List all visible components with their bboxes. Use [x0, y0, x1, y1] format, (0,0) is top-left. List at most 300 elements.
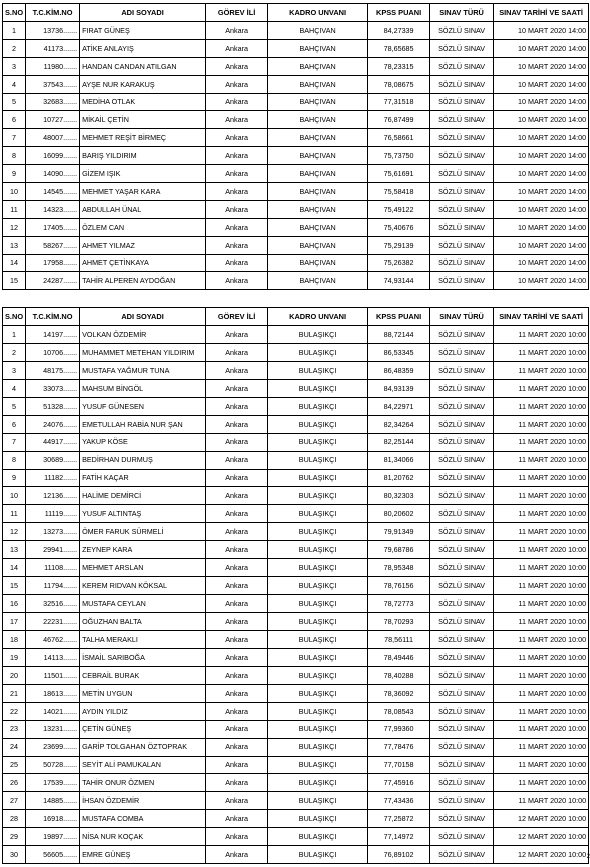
kpss-puani-cell: 78,23315	[368, 57, 430, 75]
table-row	[3, 828, 589, 846]
gorev-ili-cell: Ankara	[206, 541, 268, 559]
table-header-row	[3, 4, 589, 22]
sinav-tarihi-cell: 10 MART 2020 14:00	[494, 254, 589, 272]
kpss-puani-cell: 84,22971	[368, 397, 430, 415]
table-row	[3, 57, 589, 75]
column-header-sinav-tarihi: SINAV TARİHİ VE SAATİ	[494, 4, 589, 22]
sinav-tarihi-cell: 10 MART 2020 14:00	[494, 57, 589, 75]
kpss-puani-cell: 76,89102	[368, 846, 430, 864]
name-cell: MEHMET REŞİT BİRMEÇ	[80, 129, 206, 147]
kpss-puani-cell: 78,56111	[368, 630, 430, 648]
tc-kimlik-cell: 13736.......	[26, 22, 80, 40]
table-row	[3, 22, 589, 40]
sno-cell: 21	[3, 684, 26, 702]
sinav-turu-cell: SÖZLÜ SINAV	[430, 379, 494, 397]
kpss-puani-cell: 75,40676	[368, 218, 430, 236]
sinav-tarihi-cell: 11 MART 2020 10:00	[494, 702, 589, 720]
tc-kimlik-cell: 14545.......	[26, 183, 80, 201]
sinav-tarihi-cell: 10 MART 2020 14:00	[494, 272, 589, 290]
sinav-tarihi-cell: 11 MART 2020 10:00	[494, 379, 589, 397]
sinav-turu-cell: SÖZLÜ SINAV	[430, 147, 494, 165]
sinav-turu-cell: SÖZLÜ SINAV	[430, 702, 494, 720]
name-cell: KEREM RIDVAN KÖKSAL	[80, 577, 206, 595]
sinav-turu-cell: SÖZLÜ SINAV	[430, 326, 494, 344]
kpss-puani-cell: 78,72773	[368, 595, 430, 613]
sno-cell: 13	[3, 541, 26, 559]
gorev-ili-cell: Ankara	[206, 272, 268, 290]
kadro-unvani-cell: BAHÇIVAN	[268, 75, 368, 93]
gorev-ili-cell: Ankara	[206, 147, 268, 165]
kpss-puani-cell: 81,34066	[368, 451, 430, 469]
sinav-tarihi-cell: 11 MART 2020 10:00	[494, 326, 589, 344]
sno-cell: 4	[3, 75, 26, 93]
kadro-unvani-cell: BULAŞIKÇI	[268, 397, 368, 415]
name-cell: SEYİT ALİ PAMUKALAN	[80, 756, 206, 774]
sno-cell: 14	[3, 254, 26, 272]
sinav-tarihi-cell: 11 MART 2020 10:00	[494, 487, 589, 505]
sinav-turu-cell: SÖZLÜ SINAV	[430, 218, 494, 236]
tc-kimlik-cell: 44917.......	[26, 433, 80, 451]
sno-cell: 13	[3, 236, 26, 254]
column-header-sno: S.NO	[3, 308, 26, 326]
sinav-tarihi-cell: 11 MART 2020 10:00	[494, 738, 589, 756]
name-cell: GİZEM IŞIK	[80, 165, 206, 183]
sinav-turu-cell: SÖZLÜ SINAV	[430, 57, 494, 75]
tc-kimlik-cell: 13273.......	[26, 523, 80, 541]
table-row	[3, 648, 589, 666]
sinav-turu-cell: SÖZLÜ SINAV	[430, 469, 494, 487]
sinav-tarihi-cell: 11 MART 2020 10:00	[494, 756, 589, 774]
sinav-tarihi-cell: 11 MART 2020 10:00	[494, 577, 589, 595]
name-cell: AYŞE NUR KARAKUŞ	[80, 75, 206, 93]
kadro-unvani-cell: BULAŞIKÇI	[268, 415, 368, 433]
sno-cell: 7	[3, 129, 26, 147]
sinav-turu-cell: SÖZLÜ SINAV	[430, 792, 494, 810]
kpss-puani-cell: 77,78476	[368, 738, 430, 756]
table-row	[3, 846, 589, 864]
kpss-puani-cell: 78,95348	[368, 559, 430, 577]
table-row	[3, 165, 589, 183]
sno-cell: 2	[3, 39, 26, 57]
sinav-tarihi-cell: 11 MART 2020 10:00	[494, 433, 589, 451]
name-cell: MİKAİL ÇETİN	[80, 111, 206, 129]
kadro-unvani-cell: BULAŞIKÇI	[268, 595, 368, 613]
kadro-unvani-cell: BAHÇIVAN	[268, 236, 368, 254]
name-cell: HALİME DEMİRCİ	[80, 487, 206, 505]
sinav-tarihi-cell: 11 MART 2020 10:00	[494, 595, 589, 613]
gorev-ili-cell: Ankara	[206, 39, 268, 57]
kpss-puani-cell: 78,36092	[368, 684, 430, 702]
name-cell: YUSUF ALTINTAŞ	[80, 505, 206, 523]
kpss-puani-cell: 78,49446	[368, 648, 430, 666]
kpss-puani-cell: 77,31518	[368, 93, 430, 111]
sinav-tarihi-cell: 11 MART 2020 10:00	[494, 415, 589, 433]
sno-cell: 1	[3, 326, 26, 344]
table-row	[3, 200, 589, 218]
sinav-turu-cell: SÖZLÜ SINAV	[430, 487, 494, 505]
gorev-ili-cell: Ankara	[206, 218, 268, 236]
kadro-unvani-cell: BAHÇIVAN	[268, 22, 368, 40]
kadro-unvani-cell: BULAŞIKÇI	[268, 451, 368, 469]
sno-cell: 8	[3, 451, 26, 469]
table-row	[3, 379, 589, 397]
table-row	[3, 343, 589, 361]
tc-kimlik-cell: 11980.......	[26, 57, 80, 75]
kadro-unvani-cell: BAHÇIVAN	[268, 183, 368, 201]
column-header-kadro-unvani: KADRO UNVANI	[268, 308, 368, 326]
sno-cell: 30	[3, 846, 26, 864]
tc-kimlik-cell: 56605.......	[26, 846, 80, 864]
kadro-unvani-cell: BULAŞIKÇI	[268, 702, 368, 720]
sinav-tarihi-cell: 11 MART 2020 10:00	[494, 648, 589, 666]
sinav-turu-cell: SÖZLÜ SINAV	[430, 254, 494, 272]
table-row	[3, 469, 589, 487]
tc-kimlik-cell: 22231.......	[26, 613, 80, 631]
name-cell: ÇETİN GÜNEŞ	[80, 720, 206, 738]
sinav-turu-cell: SÖZLÜ SINAV	[430, 613, 494, 631]
sno-cell: 15	[3, 272, 26, 290]
column-header-gorev-ili: GÖREV İLİ	[206, 4, 268, 22]
name-cell: TAHİR ONUR ÖZMEN	[80, 774, 206, 792]
table-row	[3, 254, 589, 272]
kadro-unvani-cell: BULAŞIKÇI	[268, 828, 368, 846]
gorev-ili-cell: Ankara	[206, 756, 268, 774]
sno-cell: 17	[3, 613, 26, 631]
column-header-kpss-puani: KPSS PUANI	[368, 308, 430, 326]
tc-kimlik-cell: 17539.......	[26, 774, 80, 792]
tc-kimlik-cell: 14113.......	[26, 648, 80, 666]
kadro-unvani-cell: BULAŞIKÇI	[268, 433, 368, 451]
kadro-unvani-cell: BULAŞIKÇI	[268, 774, 368, 792]
sinav-tarihi-cell: 10 MART 2020 14:00	[494, 200, 589, 218]
tc-kimlik-cell: 14090.......	[26, 165, 80, 183]
kpss-puani-cell: 86,53345	[368, 343, 430, 361]
kadro-unvani-cell: BULAŞIKÇI	[268, 469, 368, 487]
sinav-turu-cell: SÖZLÜ SINAV	[430, 684, 494, 702]
table-row	[3, 774, 589, 792]
table-row	[3, 415, 589, 433]
sinav-turu-cell: SÖZLÜ SINAV	[430, 93, 494, 111]
sinav-tarihi-cell: 10 MART 2020 14:00	[494, 22, 589, 40]
kpss-puani-cell: 77,14972	[368, 828, 430, 846]
kpss-puani-cell: 75,49122	[368, 200, 430, 218]
kadro-unvani-cell: BULAŞIKÇI	[268, 523, 368, 541]
kpss-puani-cell: 82,25144	[368, 433, 430, 451]
kadro-unvani-cell: BULAŞIKÇI	[268, 684, 368, 702]
table-row	[3, 702, 589, 720]
kpss-puani-cell: 84,27339	[368, 22, 430, 40]
sinav-turu-cell: SÖZLÜ SINAV	[430, 415, 494, 433]
gorev-ili-cell: Ankara	[206, 666, 268, 684]
gorev-ili-cell: Ankara	[206, 361, 268, 379]
tc-kimlik-cell: 17405.......	[26, 218, 80, 236]
name-cell: BARIŞ YILDIRIM	[80, 147, 206, 165]
column-header-sno: S.NO	[3, 4, 26, 22]
kadro-unvani-cell: BULAŞIKÇI	[268, 630, 368, 648]
kpss-puani-cell: 77,43436	[368, 792, 430, 810]
gorev-ili-cell: Ankara	[206, 792, 268, 810]
tc-kimlik-cell: 12136.......	[26, 487, 80, 505]
tc-kimlik-cell: 51328.......	[26, 397, 80, 415]
kpss-puani-cell: 78,08543	[368, 702, 430, 720]
gorev-ili-cell: Ankara	[206, 684, 268, 702]
sno-cell: 22	[3, 702, 26, 720]
name-cell: TAHİR ALPEREN AYDOĞAN	[80, 272, 206, 290]
gorev-ili-cell: Ankara	[206, 505, 268, 523]
gorev-ili-cell: Ankara	[206, 183, 268, 201]
tc-kimlik-cell: 14197.......	[26, 326, 80, 344]
sinav-turu-cell: SÖZLÜ SINAV	[430, 720, 494, 738]
sno-cell: 26	[3, 774, 26, 792]
table-row	[3, 397, 589, 415]
sno-cell: 12	[3, 218, 26, 236]
column-header-sinav-tarihi: SINAV TARİHİ VE SAATİ	[494, 308, 589, 326]
kadro-unvani-cell: BULAŞIKÇI	[268, 326, 368, 344]
name-cell: TALHA MERAKLI	[80, 630, 206, 648]
sno-cell: 4	[3, 379, 26, 397]
gorev-ili-cell: Ankara	[206, 828, 268, 846]
kadro-unvani-cell: BULAŞIKÇI	[268, 846, 368, 864]
sinav-turu-cell: SÖZLÜ SINAV	[430, 505, 494, 523]
sno-cell: 23	[3, 720, 26, 738]
sinav-tarihi-cell: 12 MART 2020 10:00	[494, 828, 589, 846]
gorev-ili-cell: Ankara	[206, 75, 268, 93]
gorev-ili-cell: Ankara	[206, 720, 268, 738]
sinav-tarihi-cell: 11 MART 2020 10:00	[494, 613, 589, 631]
kadro-unvani-cell: BULAŞIKÇI	[268, 738, 368, 756]
kadro-unvani-cell: BULAŞIKÇI	[268, 505, 368, 523]
sinav-tarihi-cell: 11 MART 2020 10:00	[494, 343, 589, 361]
tc-kimlik-cell: 11119.......	[26, 505, 80, 523]
sinav-turu-cell: SÖZLÜ SINAV	[430, 595, 494, 613]
name-cell: BEDİRHAN DURMUŞ	[80, 451, 206, 469]
column-header-sinav-turu: SINAV TÜRÜ	[430, 308, 494, 326]
sno-cell: 25	[3, 756, 26, 774]
kpss-puani-cell: 81,20762	[368, 469, 430, 487]
gorev-ili-cell: Ankara	[206, 810, 268, 828]
sinav-turu-cell: SÖZLÜ SINAV	[430, 666, 494, 684]
kpss-puani-cell: 80,20602	[368, 505, 430, 523]
name-cell: FIRAT GÜNEŞ	[80, 22, 206, 40]
sinav-tarihi-cell: 11 MART 2020 10:00	[494, 541, 589, 559]
sinav-tarihi-cell: 12 MART 2020 10:00	[494, 846, 589, 864]
sinav-tarihi-cell: 11 MART 2020 10:00	[494, 559, 589, 577]
sinav-turu-cell: SÖZLÜ SINAV	[430, 111, 494, 129]
name-cell: ABDULLAH ÜNAL	[80, 200, 206, 218]
gorev-ili-cell: Ankara	[206, 236, 268, 254]
table-row	[3, 630, 589, 648]
sno-cell: 9	[3, 165, 26, 183]
sinav-turu-cell: SÖZLÜ SINAV	[430, 738, 494, 756]
kadro-unvani-cell: BAHÇIVAN	[268, 165, 368, 183]
tc-kimlik-cell: 14021.......	[26, 702, 80, 720]
kadro-unvani-cell: BULAŞIKÇI	[268, 792, 368, 810]
column-header-name: ADI SOYADI	[80, 4, 206, 22]
kpss-puani-cell: 75,29139	[368, 236, 430, 254]
column-header-gorev-ili: GÖREV İLİ	[206, 308, 268, 326]
kpss-puani-cell: 78,65685	[368, 39, 430, 57]
sinav-tarihi-cell: 11 MART 2020 10:00	[494, 451, 589, 469]
gorev-ili-cell: Ankara	[206, 254, 268, 272]
table-row	[3, 183, 589, 201]
sno-cell: 1	[3, 22, 26, 40]
sno-cell: 11	[3, 200, 26, 218]
sinav-tarihi-cell: 11 MART 2020 10:00	[494, 397, 589, 415]
table-row	[3, 613, 589, 631]
sinav-turu-cell: SÖZLÜ SINAV	[430, 22, 494, 40]
name-cell: MEHMET YAŞAR KARA	[80, 183, 206, 201]
table-row	[3, 326, 589, 344]
sinav-tarihi-cell: 11 MART 2020 10:00	[494, 361, 589, 379]
tc-kimlik-cell: 33073.......	[26, 379, 80, 397]
sinav-turu-cell: SÖZLÜ SINAV	[430, 648, 494, 666]
sno-cell: 6	[3, 111, 26, 129]
sinav-tarihi-cell: 10 MART 2020 14:00	[494, 165, 589, 183]
tc-kimlik-cell: 29941.......	[26, 541, 80, 559]
column-header-kadro-unvani: KADRO UNVANI	[268, 4, 368, 22]
sinav-turu-cell: SÖZLÜ SINAV	[430, 846, 494, 864]
kadro-unvani-cell: BULAŞIKÇI	[268, 559, 368, 577]
sinav-tarihi-cell: 10 MART 2020 14:00	[494, 183, 589, 201]
table-row	[3, 39, 589, 57]
sno-cell: 9	[3, 469, 26, 487]
table-row	[3, 523, 589, 541]
sinav-tarihi-cell: 12 MART 2020 10:00	[494, 810, 589, 828]
sno-cell: 24	[3, 738, 26, 756]
name-cell: MUSTAFA CEYLAN	[80, 595, 206, 613]
tc-kimlik-cell: 14885.......	[26, 792, 80, 810]
kadro-unvani-cell: BULAŞIKÇI	[268, 487, 368, 505]
tc-kimlik-cell: 37543.......	[26, 75, 80, 93]
table-row	[3, 792, 589, 810]
kpss-puani-cell: 76,87499	[368, 111, 430, 129]
tc-kimlik-cell: 17958.......	[26, 254, 80, 272]
gorev-ili-cell: Ankara	[206, 57, 268, 75]
gorev-ili-cell: Ankara	[206, 22, 268, 40]
kpss-puani-cell: 76,58661	[368, 129, 430, 147]
tc-kimlik-cell: 19897.......	[26, 828, 80, 846]
gorev-ili-cell: Ankara	[206, 523, 268, 541]
kpss-puani-cell: 77,25872	[368, 810, 430, 828]
sinav-tarihi-cell: 11 MART 2020 10:00	[494, 523, 589, 541]
gorev-ili-cell: Ankara	[206, 648, 268, 666]
kadro-unvani-cell: BULAŞIKÇI	[268, 648, 368, 666]
gorev-ili-cell: Ankara	[206, 129, 268, 147]
name-cell: ATİKE ANLAYIŞ	[80, 39, 206, 57]
tc-kimlik-cell: 24287.......	[26, 272, 80, 290]
sinav-turu-cell: SÖZLÜ SINAV	[430, 630, 494, 648]
kadro-unvani-cell: BAHÇIVAN	[268, 129, 368, 147]
gorev-ili-cell: Ankara	[206, 379, 268, 397]
sinav-tarihi-cell: 11 MART 2020 10:00	[494, 505, 589, 523]
table-row	[3, 559, 589, 577]
gorev-ili-cell: Ankara	[206, 738, 268, 756]
kpss-puani-cell: 77,99360	[368, 720, 430, 738]
sinav-tarihi-cell: 11 MART 2020 10:00	[494, 469, 589, 487]
name-cell: İSMAİL SARIBOĞA	[80, 648, 206, 666]
tc-kimlik-cell: 24076.......	[26, 415, 80, 433]
name-cell: CEBRAİL BURAK	[80, 666, 206, 684]
kpss-puani-cell: 88,72144	[368, 326, 430, 344]
sno-cell: 18	[3, 630, 26, 648]
table-row	[3, 810, 589, 828]
name-cell: AYDIN YILDIZ	[80, 702, 206, 720]
kadro-unvani-cell: BULAŞIKÇI	[268, 666, 368, 684]
gorev-ili-cell: Ankara	[206, 433, 268, 451]
name-cell: MUHAMMET METEHAN YILDIRIM	[80, 343, 206, 361]
kpss-puani-cell: 86,48359	[368, 361, 430, 379]
kpss-puani-cell: 75,58418	[368, 183, 430, 201]
sinav-turu-cell: SÖZLÜ SINAV	[430, 810, 494, 828]
sinav-turu-cell: SÖZLÜ SINAV	[430, 129, 494, 147]
sinav-tarihi-cell: 11 MART 2020 10:00	[494, 720, 589, 738]
kadro-unvani-cell: BULAŞIKÇI	[268, 810, 368, 828]
table-row	[3, 666, 589, 684]
kadro-unvani-cell: BAHÇIVAN	[268, 200, 368, 218]
sno-cell: 28	[3, 810, 26, 828]
sinav-turu-cell: SÖZLÜ SINAV	[430, 541, 494, 559]
column-header-kpss-puani: KPSS PUANI	[368, 4, 430, 22]
gorev-ili-cell: Ankara	[206, 397, 268, 415]
name-cell: ÖMER FARUK SÜRMELİ	[80, 523, 206, 541]
gorev-ili-cell: Ankara	[206, 165, 268, 183]
sno-cell: 2	[3, 343, 26, 361]
table-row	[3, 487, 589, 505]
sno-cell: 20	[3, 666, 26, 684]
sinav-turu-cell: SÖZLÜ SINAV	[430, 183, 494, 201]
sinav-turu-cell: SÖZLÜ SINAV	[430, 39, 494, 57]
kadro-unvani-cell: BAHÇIVAN	[268, 111, 368, 129]
sinav-turu-cell: SÖZLÜ SINAV	[430, 343, 494, 361]
gorev-ili-cell: Ankara	[206, 343, 268, 361]
kadro-unvani-cell: BAHÇIVAN	[268, 57, 368, 75]
name-cell: MAHSUM BİNGÖL	[80, 379, 206, 397]
gorev-ili-cell: Ankara	[206, 111, 268, 129]
name-cell: İHSAN ÖZDEMİR	[80, 792, 206, 810]
name-cell: MUSTAFA YAĞMUR TUNA	[80, 361, 206, 379]
sinav-tarihi-cell: 11 MART 2020 10:00	[494, 684, 589, 702]
gorev-ili-cell: Ankara	[206, 451, 268, 469]
tc-kimlik-cell: 30689.......	[26, 451, 80, 469]
table-row	[3, 720, 589, 738]
kpss-puani-cell: 75,73750	[368, 147, 430, 165]
kpss-puani-cell: 74,93144	[368, 272, 430, 290]
kpss-puani-cell: 78,40288	[368, 666, 430, 684]
tc-kimlik-cell: 48175.......	[26, 361, 80, 379]
kpss-puani-cell: 75,26382	[368, 254, 430, 272]
sno-cell: 12	[3, 523, 26, 541]
sinav-turu-cell: SÖZLÜ SINAV	[430, 272, 494, 290]
sno-cell: 3	[3, 57, 26, 75]
sno-cell: 19	[3, 648, 26, 666]
sno-cell: 7	[3, 433, 26, 451]
sinav-tarihi-cell: 10 MART 2020 14:00	[494, 129, 589, 147]
sinav-turu-cell: SÖZLÜ SINAV	[430, 397, 494, 415]
kpss-puani-cell: 80,32303	[368, 487, 430, 505]
kadro-unvani-cell: BAHÇIVAN	[268, 272, 368, 290]
kpss-puani-cell: 78,70293	[368, 613, 430, 631]
kpss-puani-cell: 79,91349	[368, 523, 430, 541]
sinav-tarihi-cell: 10 MART 2020 14:00	[494, 39, 589, 57]
name-cell: ÖZLEM CAN	[80, 218, 206, 236]
tc-kimlik-cell: 48007.......	[26, 129, 80, 147]
table-row	[3, 236, 589, 254]
kpss-puani-cell: 75,61691	[368, 165, 430, 183]
sinav-turu-cell: SÖZLÜ SINAV	[430, 451, 494, 469]
tc-kimlik-cell: 32683.......	[26, 93, 80, 111]
table-row	[3, 451, 589, 469]
page-number: 2	[586, 854, 590, 860]
